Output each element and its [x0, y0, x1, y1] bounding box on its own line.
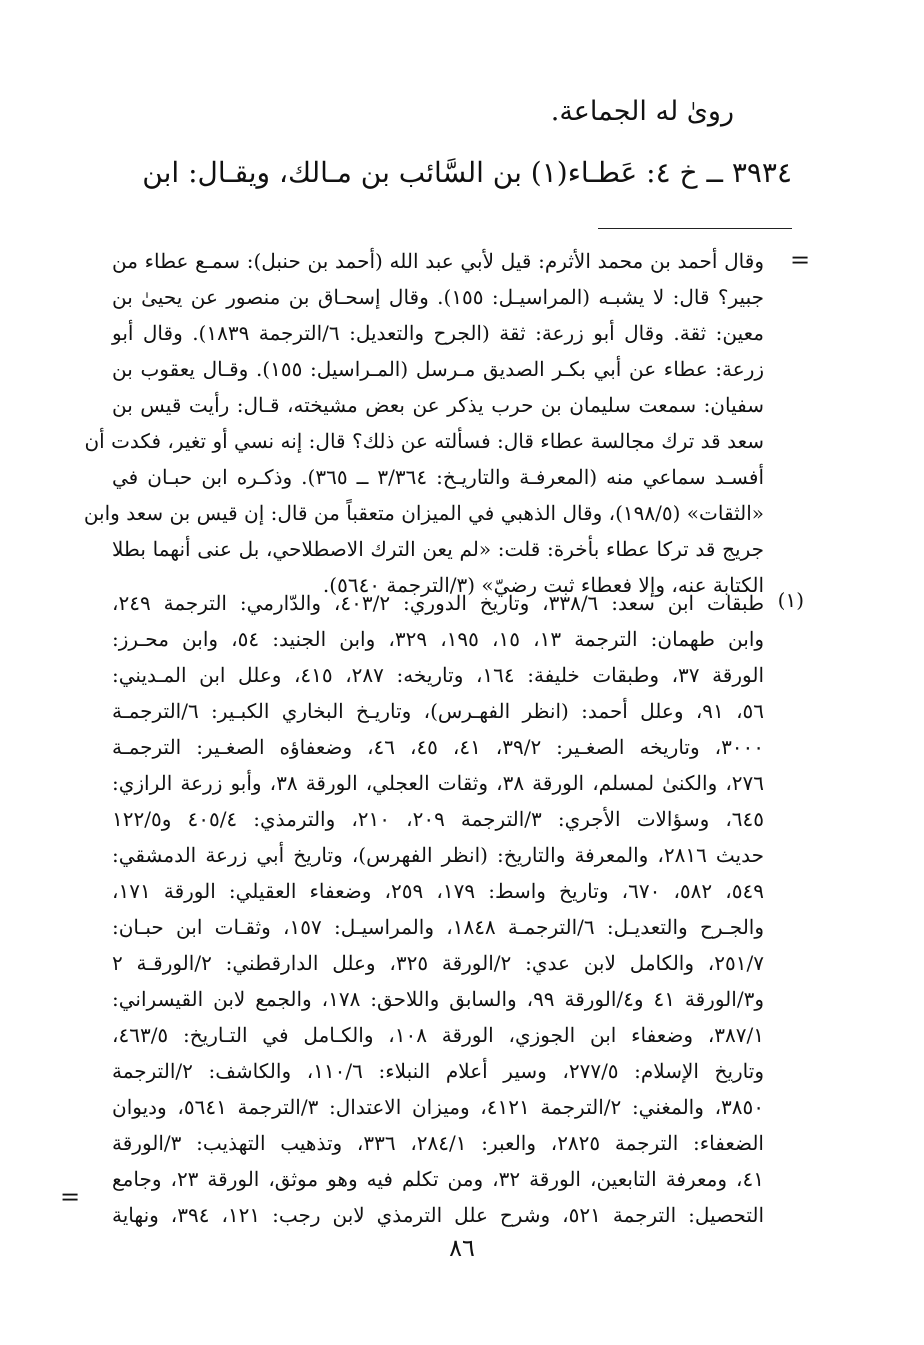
text-line: جريج قد تركا عطاء بأخرة: قلت: «لم يعن الترك الاصطلاحي، بل عنى أنهما بطلا: [112, 537, 764, 561]
footnote-line: ٢٧٦، والكنىٰ لمسلم، الورقة ٣٨، وثقات العجلي، الورقة ٣٨، وأبو زرعة الرازي:: [112, 771, 765, 795]
footnote-line: ٣٨٧/١، وضعفاء ابن الجوزي، الورقة ١٠٨، والكـامل في التـاريخ: ٤٦٣/٥،: [112, 1023, 765, 1047]
text-line: زرعة: عطاء عن أبي بكـر الصديق مـرسل (المـراسيل: ١٥٥). وقـال يعقوب بن: [112, 357, 765, 381]
footnote-line: ٣٠٠٠، وتاريخه الصغـير: ٣٩/٢، ٤١، ٤٥، ٤٦، وضعفاؤه الصغـير: الترجمـة: [112, 735, 765, 759]
footnote-line: و٣/الورقة ٤١ و٤/الورقة ٩٩، والسابق واللاحق: ١٧٨، والجمع لابن القيسراني:: [112, 987, 764, 1011]
footnote-line: والجـرح والتعديـل: ٦/الترجمـة ١٨٤٨، والمراسيـل: ١٥٧، وثقـات ابن حبـان:: [112, 915, 764, 939]
footnote-line: ٦٤٥، وسؤالات الأجري: ٣/الترجمة ٢٠٩، ٢١٠، والترمذي: ٤٠٥/٤ و١٢٢/٥: [112, 807, 765, 831]
footnote-line: الضعفاء: الترجمة ٢٨٢٥، والعبر: ٢٨٤/١، ٣٣٦، وتذهيب التهذيب: ٣/الورقة: [112, 1131, 764, 1155]
text-line: «الثقات» (١٩٨/٥)، وقال الذهبي في الميزان متعقباً من قال: إن قيس بن سعد وابن: [83, 501, 764, 525]
continuation-mark-top: =: [790, 246, 811, 274]
text-line: وقال أحمد بن محمد الأثرم: قيل لأبي عبد الله (أحمد بن حنبل): سمـع عطاء من: [112, 249, 764, 273]
footnote-line: ٣٨٥٠، والمغني: ٢/الترجمة ٤١٢١، وميزان الاعتدال: ٣/الترجمة ٥٦٤١، وديوان: [112, 1095, 764, 1119]
text-line: أفسـد سماعي منه (المعرفـة والتاريـخ: ٣/٣٦٤ ــ ٣٦٥). وذكـره ابن حبـان في: [112, 465, 765, 489]
footnote-line: ٢٥١/٧، والكامل لابن عدي: ٢/الورقة ٣٢٥، وعلل الدارقطني: ٢/الورقـة ٢: [112, 951, 764, 975]
footnote-line: حديث ٢٨١٦، والمعرفة والتاريخ: (انظر الفهرس)، وتاريخ أبي زرعة الدمشقي:: [112, 843, 764, 867]
footnote-line: ٥٦، ٩١، وعلل أحمد: (انظر الفهـرس)، وتاريـخ البخاري الكبـير: ٦/الترجمـة: [112, 699, 765, 723]
text-line: سفيان: سمعت سليمان بن حرب يذكر عن بعض مشيخته، قـال: رأيت قيس بن: [112, 393, 764, 417]
text-line: سعد قد ترك مجالسة عطاء قال: فسألته عن ذلك؟ قال: إنه نسي أو تغير، فكدت أن: [84, 429, 764, 453]
continuation-mark-bottom: =: [60, 1183, 81, 1211]
footnote-separator: [598, 228, 792, 229]
footnote-line: طبقات ابن سعد: ٣٣٨/٦، وتاريخ الدوري: ٤٠٣/٢، والدّارمي: الترجمة ٢٤٩،: [112, 591, 765, 615]
text-line: جبير؟ قال: لا يشبـه (المراسيـل: ١٥٥). وقال إسحـاق بن منصور عن يحيىٰ بن: [112, 285, 764, 309]
entry-heading: ٣٩٣٤ ــ خ ٤: عَطـاء(١) بن السَّائب بن مـالك، ويقـال: ابن: [142, 156, 792, 189]
page-number: ٨٦: [449, 1234, 475, 1262]
footnote-line: التحصيل: الترجمة ٥٢١، وشرح علل الترمذي لابن رجب: ١٢١، ٣٩٤، ونهاية: [112, 1203, 765, 1227]
opening-line: روىٰ له الجماعة.: [550, 96, 734, 127]
footnote-line: وابن طهمان: الترجمة ١٣، ١٥، ١٩٥، ٣٢٩، وابن الجنيد: ٥٤، وابن محـرز:: [112, 627, 765, 651]
footnote-line: الورقة ٣٧، وطبقات خليفة: ١٦٤، وتاريخه: ٢٨٧، ٤١٥، وعلل ابن المـديني:: [112, 663, 764, 687]
footnote-line: وتاريخ الإسلام: ٢٧٧/٥، وسير أعلام النبلاء: ١١٠/٦، والكاشف: ٢/الترجمة: [112, 1059, 764, 1083]
footnote-line: ٥٤٩، ٥٨٢، ٦٧٠، وتاريخ واسط: ١٧٩، ٢٥٩، وضعفاء العقيلي: الورقة ١٧١،: [112, 879, 764, 903]
footnote-block: [112, 585, 764, 1233]
footnote-line: ٤١، ومعرفة التابعين، الورقة ٣٢، ومن تكلم فيه وهو موثق، الورقة ٢٣، وجامع: [112, 1167, 764, 1191]
text-line: معين: ثقة. وقال أبو زرعة: ثقة (الجرح والتعديل: ٦/الترجمة ١٨٣٩). وقال أبو: [112, 321, 764, 345]
text-line: الكتابة عنه، وإلا فعطاء ثبت رضيّ» (٣/الترجمة ٥٦٤٠).: [322, 573, 764, 597]
footnote-number: (١): [777, 588, 804, 612]
